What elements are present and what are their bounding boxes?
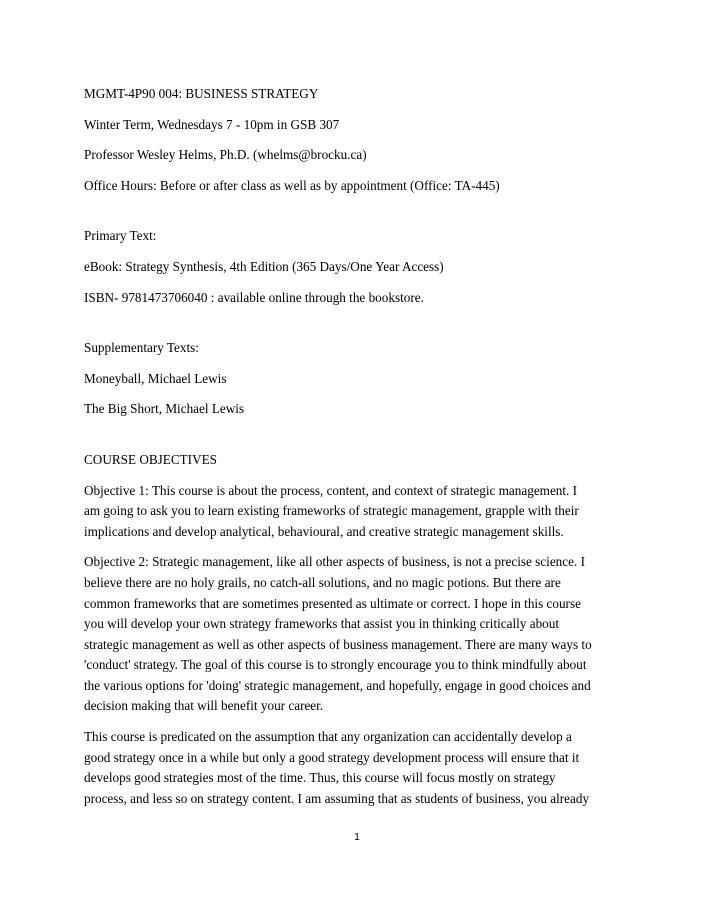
paragraph-line: you will develop your own strategy frameworks that assist you in thinking critically about <box>84 616 560 632</box>
course-objectives-heading: COURSE OBJECTIVES <box>84 451 217 467</box>
professor-line: Professor Wesley Helms, Ph.D. (whelms@brocku.ca) <box>84 147 367 163</box>
primary-text-isbn: ISBN- 9781473706040 : available online through the bookstore. <box>84 289 424 305</box>
objective-1-paragraph <box>84 481 632 543</box>
paragraph-line: develops good strategies most of the time. Thus, this course will focus mostly on strategy <box>84 770 556 786</box>
paragraph-line: am going to ask you to learn existing frameworks of strategic management, grapple with their <box>84 503 579 519</box>
objective-2-paragraph <box>84 552 632 717</box>
supplementary-text-item: The Big Short, Michael Lewis <box>84 401 245 417</box>
paragraph-line: believe there are no holy grails, no catch-all solutions, and no magic potions. But there are <box>84 574 561 590</box>
primary-text-ebook: eBook: Strategy Synthesis, 4th Edition (365 Days/One Year Access) <box>84 258 444 274</box>
supplementary-texts-heading: Supplementary Texts: <box>84 340 199 356</box>
paragraph-line: 'conduct' strategy. The goal of this course is to strongly encourage you to think mindfully about <box>84 657 587 673</box>
paragraph-line: decision making that will benefit your career. <box>84 698 324 714</box>
page-number: 1 <box>354 832 360 843</box>
paragraph-line: good strategy once in a while but only a good strategy development process will ensure that it <box>84 749 580 765</box>
paragraph-line: strategic management as well as other aspects of business management. There are many ways to <box>84 636 592 652</box>
paragraph-line: the various options for 'doing' strategic management, and hopefully, engage in good choices and <box>84 677 591 693</box>
paragraph-line: implications and develop analytical, behavioural, and creative strategic management skills. <box>84 523 564 539</box>
paragraph-line: Objective 2: Strategic management, like all other aspects of business, is not a precise science. I <box>84 554 585 570</box>
course-title: MGMT-4P90 004: BUSINESS STRATEGY <box>84 86 319 101</box>
supplementary-text-item: Moneyball, Michael Lewis <box>84 370 227 386</box>
course-schedule: Winter Term, Wednesdays 7 - 10pm in GSB 307 <box>84 116 340 132</box>
paragraph-line: This course is predicated on the assumption that any organization can accidentally develop a <box>84 729 572 745</box>
paragraph-line: common frameworks that are sometimes presented as ultimate or correct. I hope in this course <box>84 595 581 611</box>
office-hours: Office Hours: Before or after class as well as by appointment (Office: TA-445) <box>84 177 500 193</box>
paragraph-line: Objective 1: This course is about the process, content, and context of strategic management. I <box>84 482 578 498</box>
primary-text-heading: Primary Text: <box>84 228 157 244</box>
paragraph-line: process, and less so on strategy content. I am assuming that as students of business, you already <box>84 790 590 806</box>
document-body <box>84 84 632 809</box>
strategy-process-paragraph <box>84 727 632 809</box>
